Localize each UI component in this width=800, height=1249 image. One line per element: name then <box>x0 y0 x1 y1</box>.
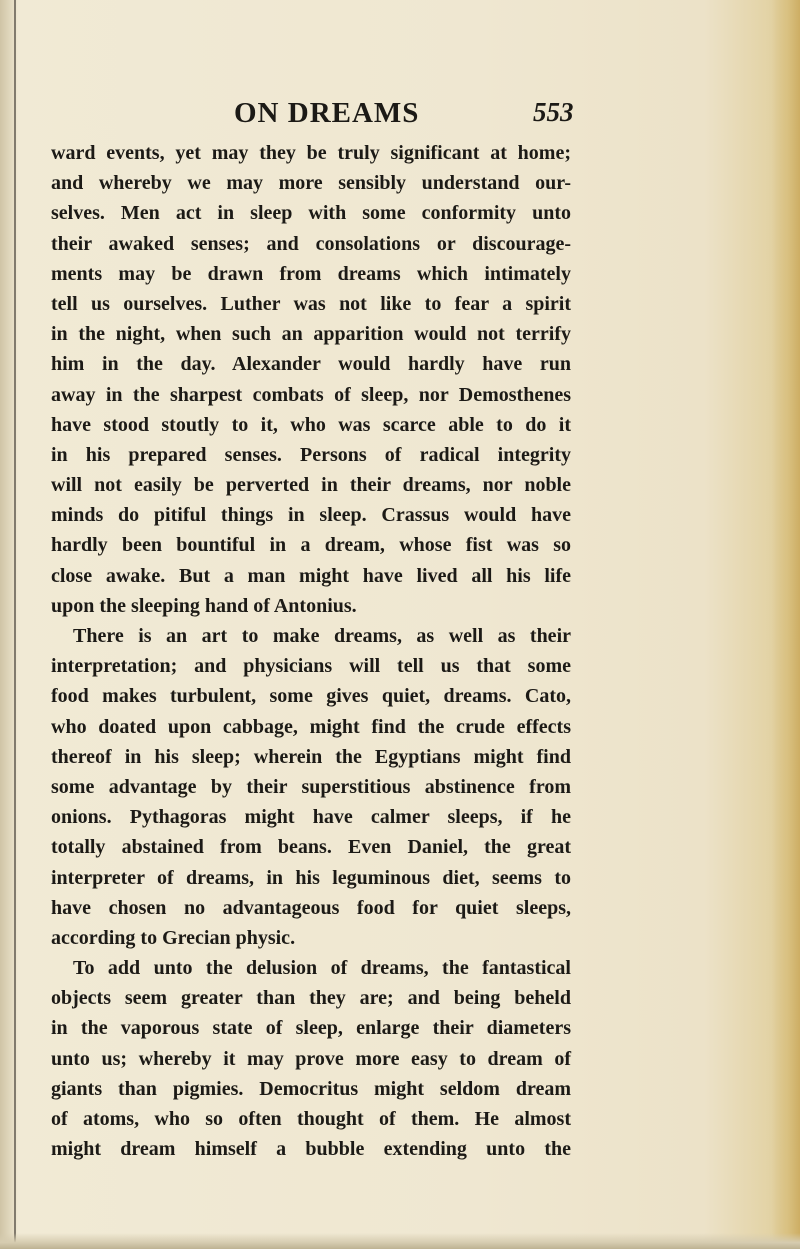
text-line: have stood stoutly to it, who was scarce able to do it <box>51 413 571 436</box>
page-edge-stain <box>772 0 800 1249</box>
text-line: interpretation; and physicians will tell us that some <box>51 655 571 678</box>
text-line: food makes turbulent, some gives quiet, dreams. Cato, <box>51 685 571 708</box>
text-line: totally abstained from beans. Even Daniel, the great <box>51 836 571 859</box>
text-line: him in the day. Alexander would hardly have run <box>51 353 571 376</box>
text-line: ments may be drawn from dreams which intimately <box>51 262 571 285</box>
text-line: away in the sharpest combats of sleep, nor Demosthenes <box>51 383 571 406</box>
text-line: close awake. But a man might have lived all his life <box>51 564 571 587</box>
text-line: thereof in his sleep; wherein the Egyptians might find <box>51 745 571 768</box>
text-line: their awaked senses; and consolations or discourage- <box>51 232 571 255</box>
text-line: according to Grecian physic. <box>51 926 296 949</box>
text-line: onions. Pythagoras might have calmer sleeps, if he <box>51 806 571 829</box>
text-line: upon the sleeping hand of Antonius. <box>51 594 357 617</box>
text-line: who doated upon cabbage, might find the crude effects <box>51 715 571 738</box>
page-number: 553 <box>533 97 574 127</box>
body-text <box>51 138 571 1164</box>
text-line: selves. Men act in sleep with some conformity unto <box>51 202 571 225</box>
page-bottom-edge <box>0 1233 800 1249</box>
text-line: minds do pitiful things in sleep. Crassus would have <box>51 504 571 527</box>
paragraph-start-line: To add unto the delusion of dreams, the fantastical <box>73 957 571 980</box>
text-line: in his prepared senses. Persons of radical integrity <box>51 443 571 466</box>
paragraph-start-line: There is an art to make dreams, as well as their <box>73 625 571 647</box>
text-line: ward events, yet may they be truly significant at home; <box>51 142 571 164</box>
running-title: ON DREAMS <box>234 97 420 129</box>
text-line: unto us; whereby it may prove more easy to dream of <box>51 1047 571 1070</box>
text-line: in the vaporous state of sleep, enlarge their diameters <box>51 1017 571 1040</box>
page-gutter-edge <box>0 0 18 1249</box>
text-line: and whereby we may more sensibly understand our- <box>51 172 571 195</box>
text-line: tell us ourselves. Luther was not like to fear a spirit <box>51 292 571 315</box>
text-line: will not easily be perverted in their dreams, nor noble <box>51 474 571 497</box>
text-line: might dream himself a bubble extending unto the <box>51 1138 571 1161</box>
running-head <box>0 97 800 137</box>
text-line: some advantage by their superstitious abstinence from <box>51 775 571 798</box>
text-line: giants than pigmies. Democritus might seldom dream <box>51 1077 571 1100</box>
text-line: interpreter of dreams, in his leguminous diet, seems to <box>51 866 571 889</box>
text-line: have chosen no advantageous food for quiet sleeps, <box>51 896 571 919</box>
text-line: hardly been bountiful in a dream, whose fist was so <box>51 534 571 557</box>
text-line: objects seem greater than they are; and being beheld <box>51 987 571 1010</box>
text-line: of atoms, who so often thought of them. He almost <box>51 1108 571 1130</box>
text-line: in the night, when such an apparition would not terrify <box>51 323 571 346</box>
